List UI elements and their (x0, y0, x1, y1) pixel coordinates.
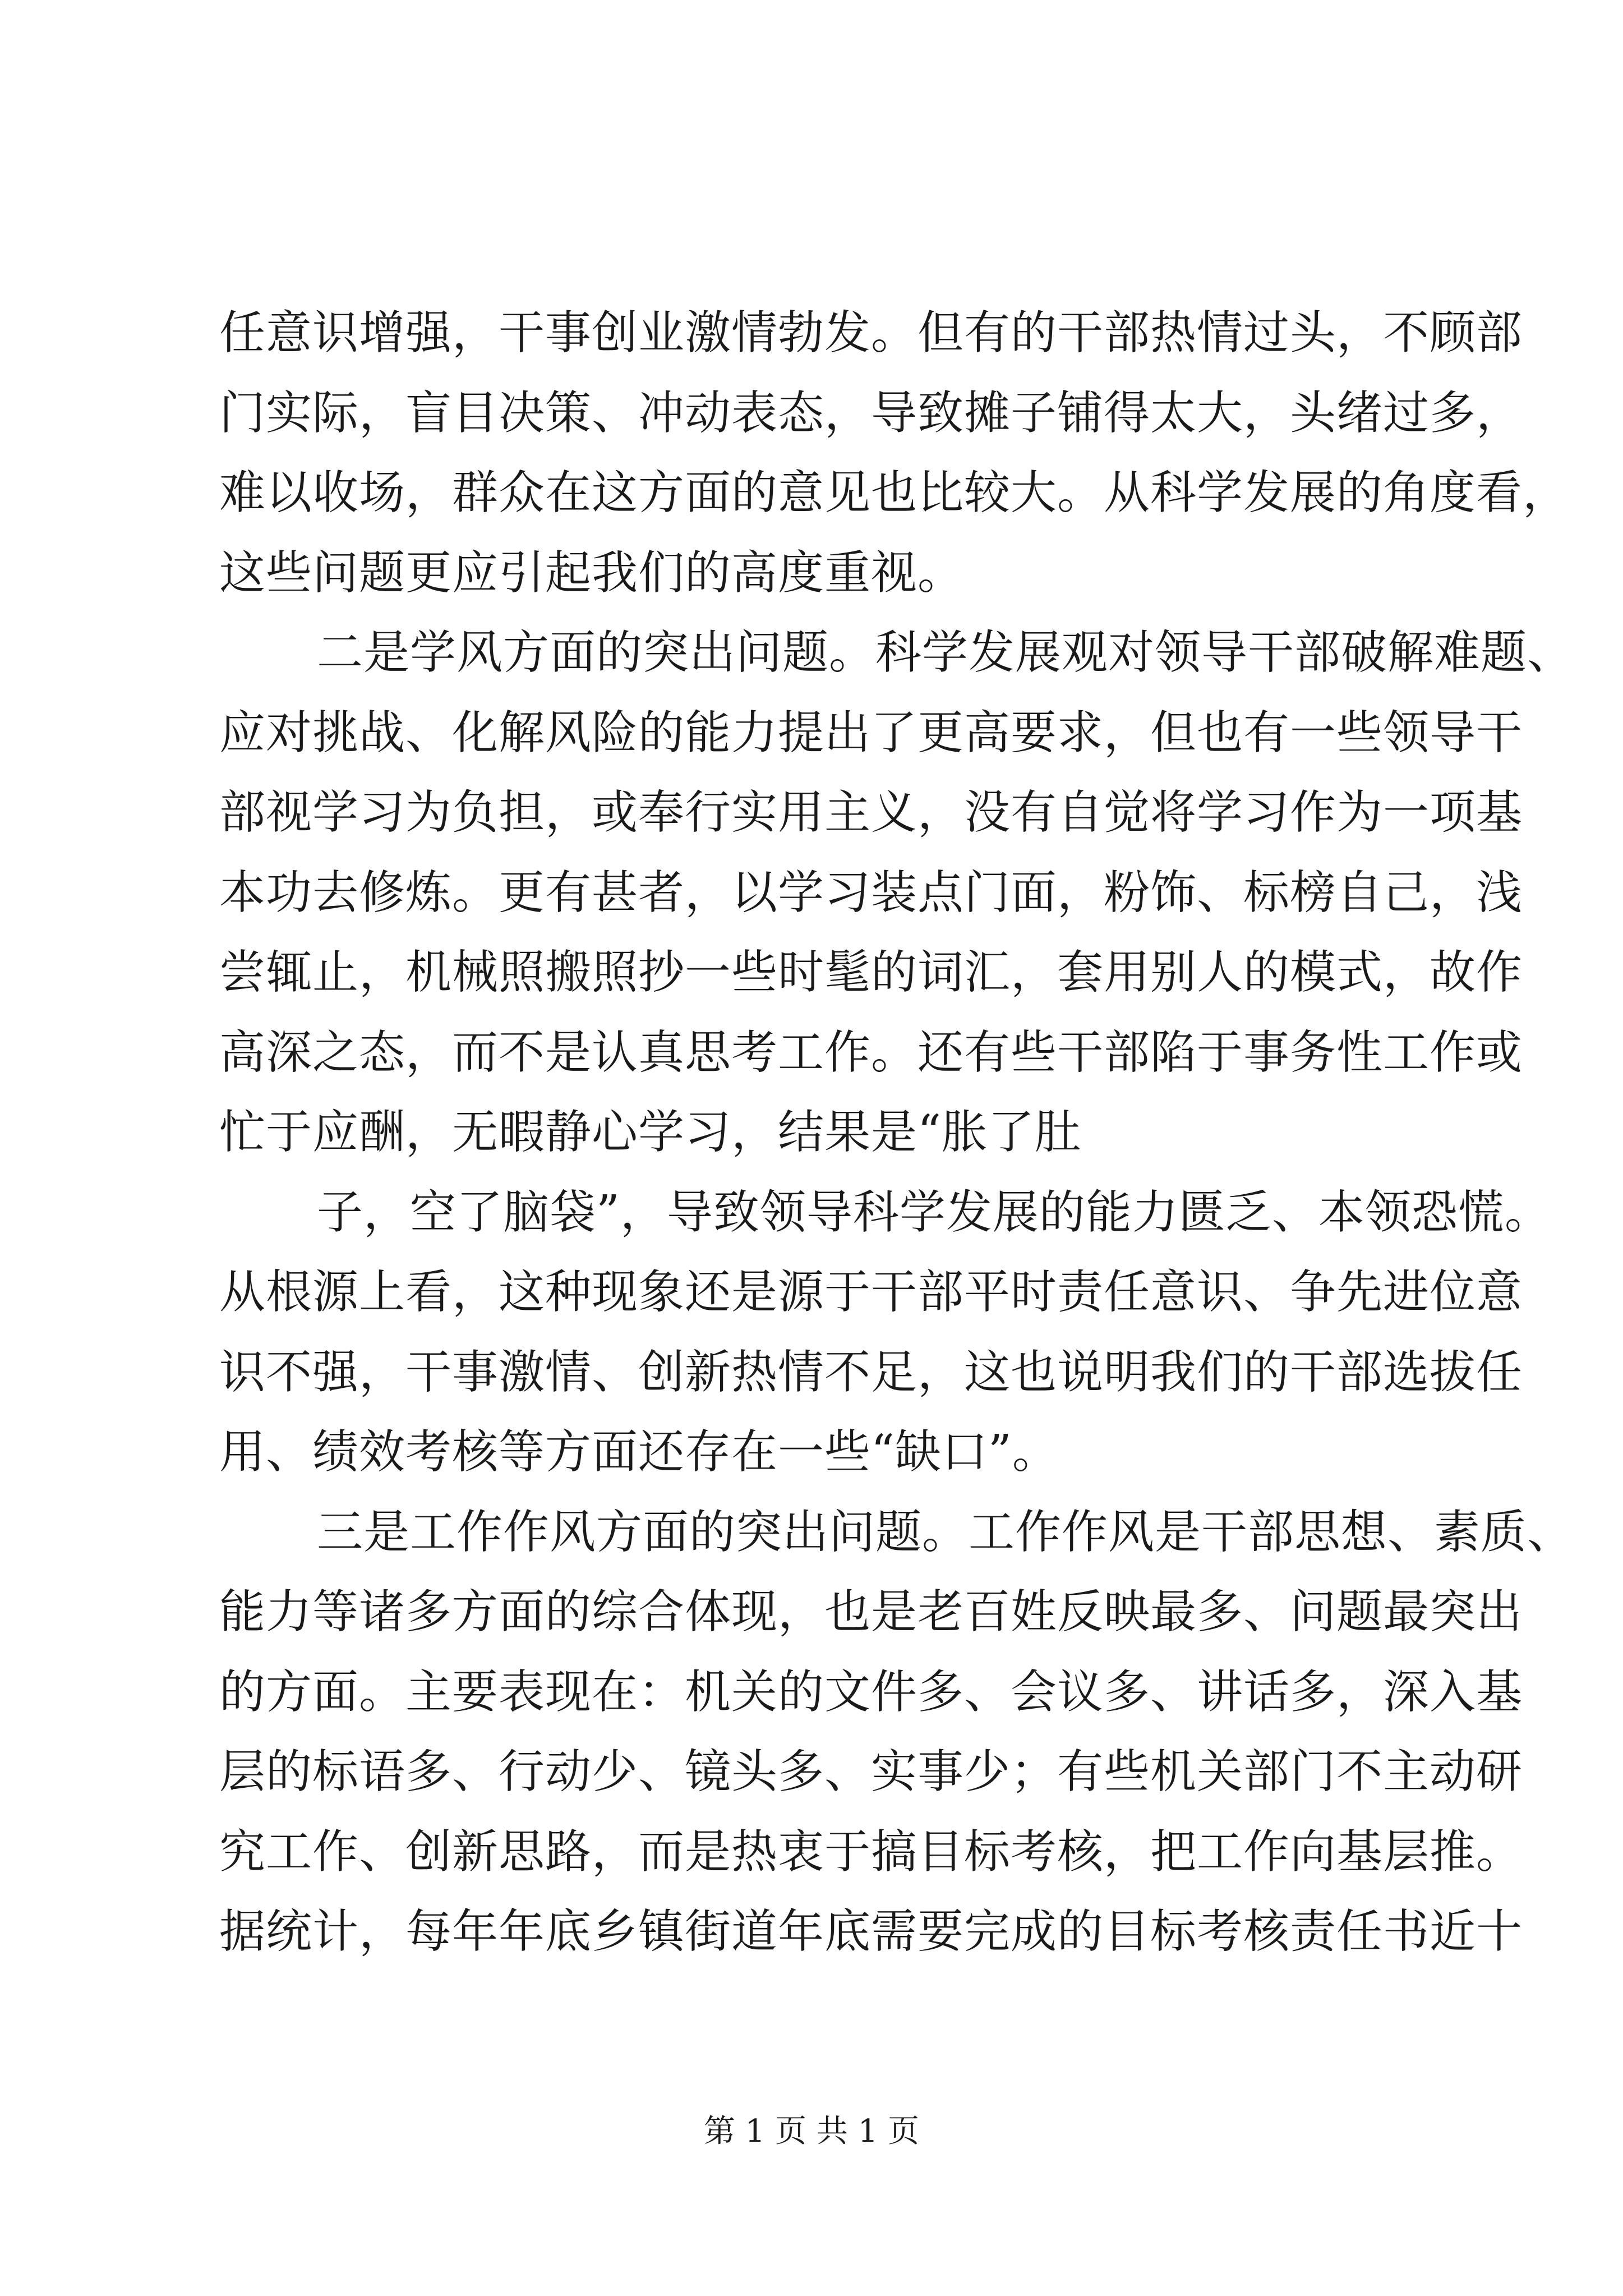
paragraph-start-line: 三是工作作风方面的突出问题。工作作风是干部思想、素质、 (317, 1505, 1574, 1559)
paragraph-start-line: 子，空了脑袋”，导致领导科学发展的能力匮乏、本领恐慌。 (317, 1185, 1551, 1239)
text-line: 层的标语多、行动少、镜头多、实事少；有些机关部门不主动研 (219, 1745, 1523, 1798)
text-line: 识不强，干事激情、创新热情不足，这也说明我们的干部选拔任 (219, 1345, 1523, 1399)
page-footer (0, 2112, 1623, 2151)
text-line: 本功去修炼。更有甚者，以学习装点门面，粉饰、标榜自己，浅 (219, 866, 1523, 919)
text-line: 部视学习为负担，或奉行实用主义，没有自觉将学习作为一项基 (219, 786, 1523, 839)
paragraph-start-line: 二是学风方面的突出问题。科学发展观对领导干部破解难题、 (317, 626, 1574, 679)
text-line: 忙于应酬，无暇静心学习，结果是“胀了肚 (219, 1106, 1081, 1159)
text-line: 应对挑战、化解风险的能力提出了更高要求，但也有一些领导干 (219, 706, 1523, 760)
text-line: 用、绩效考核等方面还存在一些“缺口”。 (219, 1425, 1059, 1479)
text-line: 据统计，每年年底乡镇街道年底需要完成的目标考核责任书近十 (219, 1905, 1523, 1958)
text-line: 究工作、创新思路，而是热衷于搞目标考核，把工作向基层推。 (219, 1825, 1523, 1879)
text-line: 能力等诸多方面的综合体现，也是老百姓反映最多、问题最突出 (219, 1585, 1523, 1639)
text-line: 任意识增强，干事创业激情勃发。但有的干部热情过头，不顾部 (219, 306, 1523, 360)
page-number-label: 第 1 页 共 1 页 (703, 2113, 920, 2150)
text-line: 尝辄止，机械照搬照抄一些时髦的词汇，套用别人的模式，故作 (219, 946, 1523, 999)
text-line: 的方面。主要表现在：机关的文件多、会议多、讲话多，深入基 (219, 1665, 1523, 1719)
text-line: 高深之态，而不是认真思考工作。还有些干部陷于事务性工作或 (219, 1025, 1523, 1079)
text-line: 从根源上看，这种现象还是源于干部平时责任意识、争先进位意 (219, 1266, 1523, 1319)
text-line: 门实际，盲目决策、冲动表态，导致摊子铺得太大，头绪过多， (219, 386, 1523, 440)
text-line: 难以收场，群众在这方面的意见也比较大。从科学发展的角度看， (219, 466, 1570, 519)
document-body (219, 293, 1574, 1972)
text-line: 这些问题更应引起我们的高度重视。 (219, 546, 965, 600)
